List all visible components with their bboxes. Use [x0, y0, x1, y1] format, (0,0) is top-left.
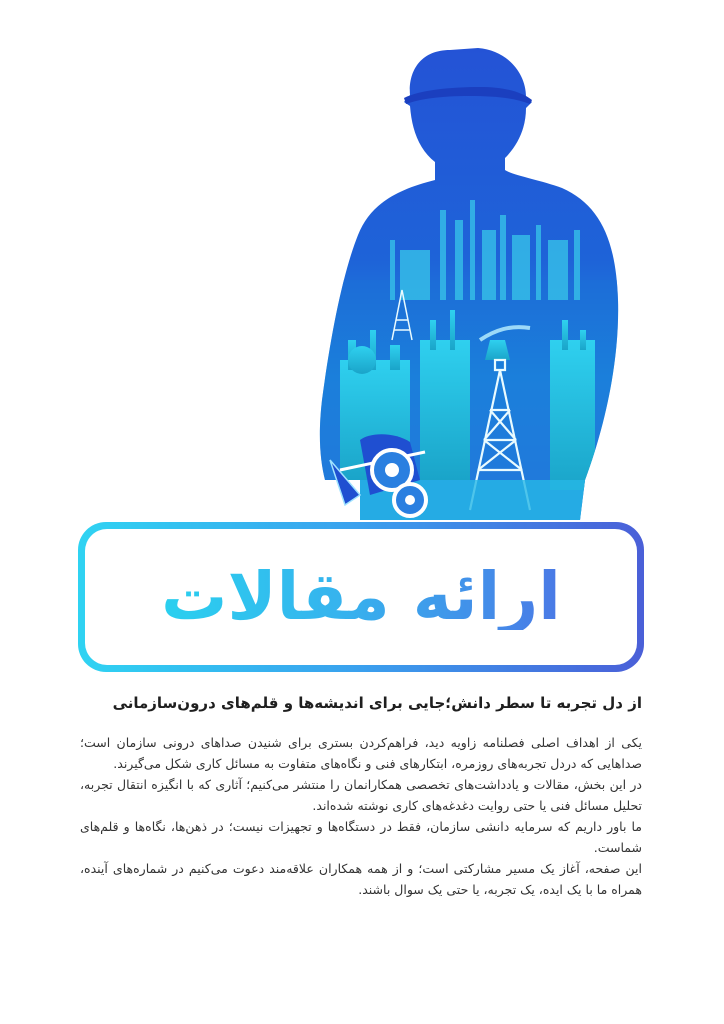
article-paragraph: ما باور داریم که سرمایه دانشی سازمان، فقط در دستگاه‌ها و تجهیزات نیست؛ در ذهن‌ها، نگاه‌ها و قلم‌های شماست. [80, 818, 642, 855]
article-paragraph: این صفحه، آغاز یک مسیر مشارکتی است؛ و از همه همکاران علاقه‌مند دعوت می‌کنیم در شماره‌های آینده، همراه ما با یک ایده، یک تجربه، یا حتی یک سوال باشند. [80, 860, 642, 897]
article-paragraph: در این بخش، مقالات و یادداشت‌های تخصصی همکارانمان را منتشر می‌کنیم؛ آثاری که با انگیزه انتقال تجربه، تحلیل مسائل فنی یا حتی روایت دغدغه‌های کاری نوشته شده‌اند. [80, 776, 642, 813]
worker-illustration [300, 40, 640, 530]
article-heading: از دل تجربه تا سطر دانش؛جایی برای اندیشه‌ها و قلم‌های درون‌سازمانی [112, 694, 642, 712]
article-paragraph: یکی از اهداف اصلی فصلنامه زاویه دید، فراهم‌کردن بستری برای شنیدن صداهای درونی سازمان است؛ صداهایی که دردل تجربه‌های روزمره، ابتکارهای فنی و نگاه‌های متفاوت به مسائل کاری شکل می‌گیرند. [80, 734, 642, 771]
title-frame [78, 522, 644, 672]
article-body [80, 694, 642, 900]
page-title: ارائه مقالات [161, 558, 561, 635]
title-inner [85, 529, 637, 665]
